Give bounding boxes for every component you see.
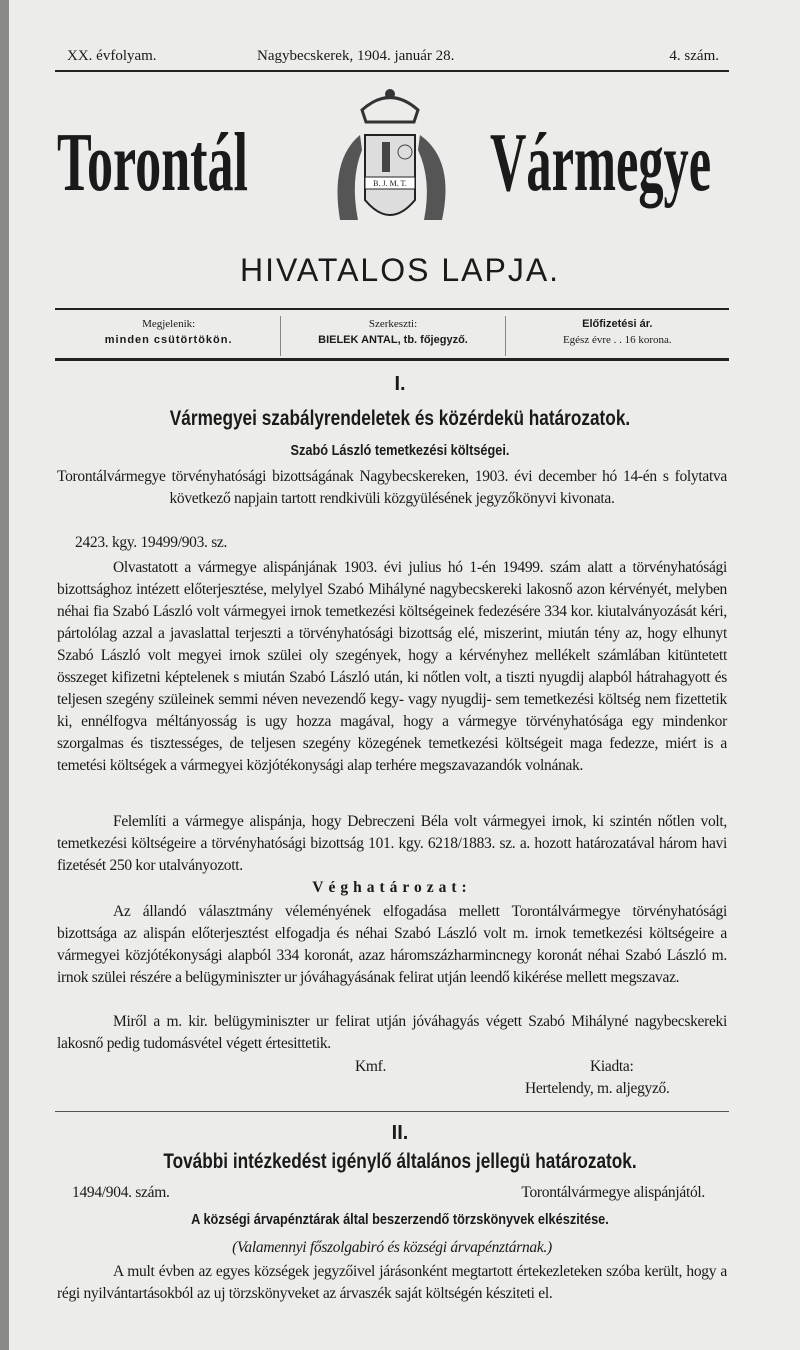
volume: XX. évfolyam. <box>67 48 157 64</box>
section-2-subheading: A községi árvapénztárak által beszerzendő törzskönyvek elkészitése. <box>191 1211 609 1228</box>
section-2-heading: További intézkedést igénylő általános jellegü határozatok. <box>163 1150 637 1173</box>
section-1-numeral: I. <box>394 373 406 395</box>
published-value: minden csütörtökön. <box>104 334 233 346</box>
published-label: Megjelenik: <box>142 318 196 330</box>
section-1-subheading: Szabó László temetkezési költségei. <box>290 442 510 459</box>
divider <box>55 70 729 72</box>
title-left: Torontál <box>57 116 249 209</box>
title-right: Vármegye <box>490 116 712 209</box>
editor-value: BIELEK ANTAL, tb. főjegyző. <box>318 334 468 346</box>
issue-number: 4. szám. <box>669 48 719 64</box>
intro-paragraph: Torontálvármegye törvényhatósági bizottságának Nagybecskereken, 1903. évi december hó 14-én s folytatva következő napjain tartott rendkivüli közgyülésének jegyzőkönyvi kivonata. <box>57 468 727 507</box>
decision-paragraph: Az állandó választmány véleményének elfogadása mellett Torontálvármegye törvényhatósági bizottsága az alispán előterjesztést elfogadja és néhai Szabó László volt m. irnok temetkezési költségeire a vármegyei közjótékonysági alapból 334 koronát, azaz háromszázharmincnegy koronát néhai Szabó László m. irnok szülei részére a belügyminiszter ur jóváhagyásának felirat utján leendő kikérése mellett megszavaz. <box>57 903 727 986</box>
paragraph-1: Olvastatott a vármegye alispánjának 1903. évi julius hó 1-én 19499. szám alatt a törvényhatósági bizottsághoz intézett előterjesztése, melylyel Szabó Mihályné nagybecskereki lakosnő azon kérvényét, melyben néhai fia Szabó László volt vármegyei irnok temetkezési költségeinek fedezésére 334 kor. kiutalványozását kéri, pártolólag azzal a javaslattal terjeszti a törvényhatósági bizottság elé, miszerint, miután tény az, hogy elhunyt Szabó László volt megyei irnok szülei oly szegények, hogy a kérvényhez mellékelt számlában kitüntetett összeget kifizetni képtelenek s miután Szabó László után, ki nőtlen volt, a tiszti nyugdij alapból hátrahagyott és teljesen szegény szüleinek semmi néven nevezendő kegy- vagy nyugdij- sem temetkezési költség nem fizettetik ki, ennélfogva méltányosság is ugy hozza magával, hogy a vármegye törvényhatósága egy mindenkor szorgalmas és tisztességes, de teljesen szegény közegének temetkezési költségeit maga fedezze, miért is a temetési költségek a vármegyei közjótékonysági alap terhére megszavazandók volnának. <box>57 559 727 774</box>
coat-of-arms-label: B. J. M. T. <box>373 179 407 188</box>
subtitle: HIVATALOS LAPJA. <box>239 252 561 288</box>
price-value: Egész évre . . 16 korona. <box>562 334 672 346</box>
coat-of-arms-icon <box>310 80 470 250</box>
decision-title: Véghatározat: <box>312 879 472 896</box>
signatory: Hertelendy, m. aljegyző. <box>525 1080 670 1097</box>
reference-number: 2423. kgy. 19499/903. sz. <box>75 534 228 551</box>
issued-label: Kiadta: <box>590 1058 634 1075</box>
place-date: Nagybecskerek, 1904. január 28. <box>257 48 455 64</box>
notice-paragraph: Miről a m. kir. belügyminiszter ur felirat utján jóváhagyás végett Szabó Mihályné nagybecskereki lakosnő pedig tudomásvétel végett értesittetik. <box>57 1013 727 1052</box>
section-2-from: Torontálvármegye alispánjától. <box>521 1184 705 1201</box>
section-2-numeral: II. <box>391 1122 409 1144</box>
info-box <box>57 316 729 356</box>
section-2-reference: 1494/904. szám. <box>72 1184 170 1201</box>
kmf: Kmf. <box>355 1058 387 1075</box>
price-label: Előfizetési ár. <box>582 318 653 330</box>
scan-edge <box>0 0 9 1350</box>
paragraph-2: Felemlíti a vármegye alispánja, hogy Debreczeni Béla volt vármegyei irnok, ki szintén nőtlen volt, temetkezési költségeire a törvényhatósági bizottság 101. kgy. 6218/1883. sz. a. hozott határozatával három havi fizetését 250 kor utalványozott. <box>57 813 727 874</box>
section-2-paragraph: A mult évben az egyes községek jegyzőivel járásonként megtartott értekezleteken szóba került, hogy a régi nyilvántartásokból az uj törzskönyveket az árvaszék saját költségén késziteti el. <box>57 1263 727 1302</box>
divider <box>55 308 729 310</box>
section-1-heading: Vármegyei szabályrendeletek és közérdekü határozatok. <box>169 407 631 430</box>
divider <box>55 1111 729 1112</box>
editor-label: Szerkeszti: <box>368 318 418 330</box>
divider <box>55 358 729 361</box>
section-2-addressee: (Valamennyi főszolgabiró és községi árvapénztárnak.) <box>232 1239 552 1256</box>
